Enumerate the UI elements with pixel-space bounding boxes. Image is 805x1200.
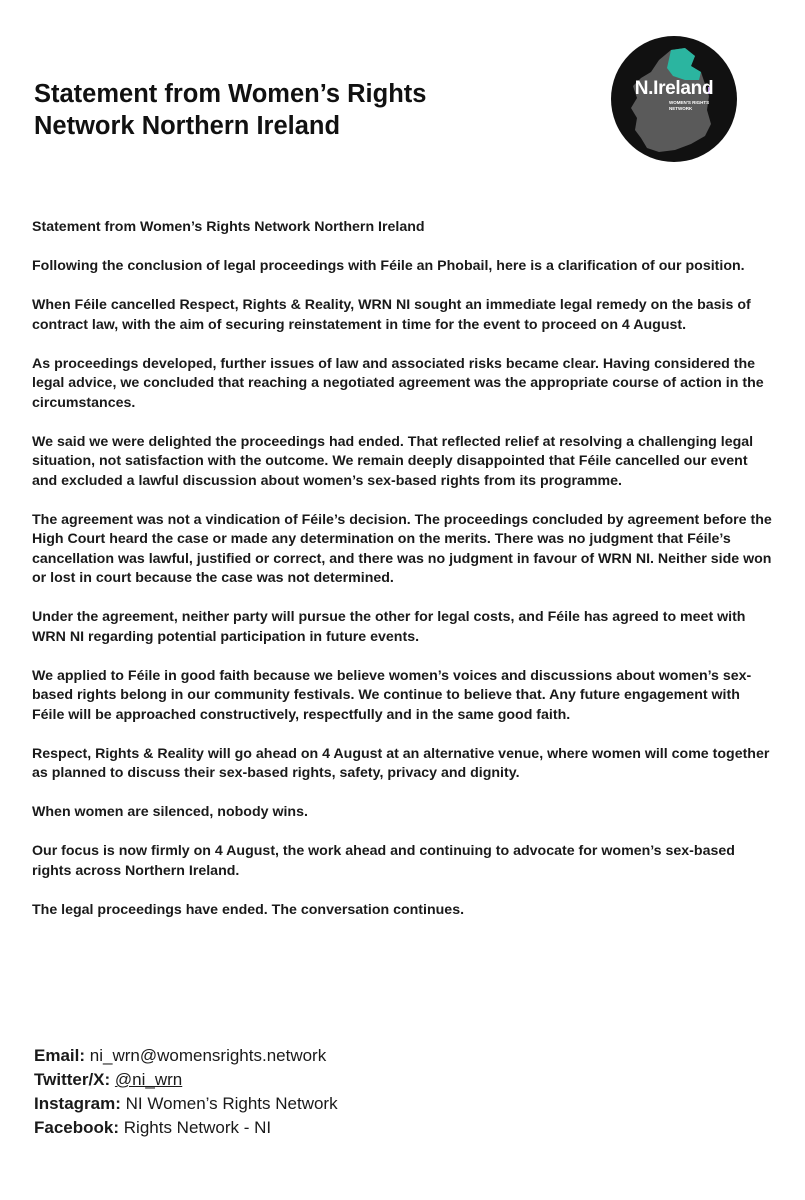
statement-paragraph: Respect, Rights & Reality will go ahead on 4 August at an alternative venue, where women will come together as planned to discuss their sex-based rights, safety, privacy and dignity. (32, 745, 770, 781)
statement-paragraph: Under the agreement, neither party will pursue the other for legal costs, and Féile has agreed to meet with WRN NI regarding potential participation in future events. (32, 609, 746, 645)
contact-block (34, 1044, 338, 1140)
facebook-row (34, 1116, 338, 1140)
email-label: Email: (34, 1046, 86, 1065)
email-row (34, 1044, 338, 1068)
statement-paragraph: When women are silenced, nobody wins. (32, 804, 308, 820)
statement-paragraph: We applied to Féile in good faith because we believe women’s voices and discussions about women’s sex-based rights belong in our community festivals. We continue to believe that. Any future engagement with Féile will be approached constructively, respectfully and in the same good faith. (32, 667, 752, 723)
instagram-row (34, 1092, 338, 1116)
facebook-label: Facebook: (34, 1118, 120, 1137)
statement-paragraph: When Féile cancelled Respect, Rights & Reality, WRN NI sought an immediate legal remedy on the basis of contract law, with the aim of securing reinstatement in time for the event to proceed on 4 August. (32, 297, 751, 333)
instagram-label: Instagram: (34, 1094, 121, 1113)
logo-subtitle: WOMEN'S RIGHTS NETWORK (669, 100, 710, 111)
statement-paragraph: Following the conclusion of legal proceedings with Féile an Phobail, here is a clarification of our position. (32, 258, 745, 274)
statement-paragraph: Our focus is now firmly on 4 August, the work ahead and continuing to advocate for women’s sex-based rights across Northern Ireland. (32, 843, 735, 879)
statement-paragraph: The legal proceedings have ended. The conversation continues. (32, 901, 465, 918)
twitter-handle-link[interactable]: @ni_wrn (114, 1070, 183, 1089)
email-value: ni_wrn@womensrights.network (89, 1046, 327, 1065)
organization-logo (611, 36, 737, 162)
statement-paragraph: As proceedings developed, further issues of law and associated risks became clear. Having considered the legal advice, we concluded that reaching a negotiated agreement was the appropriate course of action in the circumstances. (32, 355, 764, 411)
statement-body (32, 218, 772, 940)
twitter-label: Twitter/X: (34, 1070, 111, 1089)
instagram-value: NI Women’s Rights Network (125, 1094, 338, 1113)
twitter-row (34, 1068, 338, 1092)
page-title: Statement from Women’s Rights Network Northern Ireland (34, 80, 427, 140)
statement-paragraph: The agreement was not a vindication of Féile’s decision. The proceedings concluded by agreement before the High Court heard the case or made any determination on the merits. There was no judgment that Féile’s cancellation was lawful, justified or correct, and there was no judgment in favour of WRN NI. Neither side won or lost in court because the case was not determined. (32, 511, 772, 586)
facebook-value: Rights Network - NI (123, 1118, 272, 1137)
statement-heading: Statement from Women’s Rights Network Northern Ireland (32, 219, 425, 235)
logo-title: N.Ireland (634, 78, 714, 99)
statement-paragraph: We said we were delighted the proceedings had ended. That reflected relief at resolving a challenging legal situation, not satisfaction with the outcome. We remain deeply disappointed that Féile cancelled our event and excluded a lawful discussion about women’s sex-based rights from its programme. (32, 433, 754, 489)
